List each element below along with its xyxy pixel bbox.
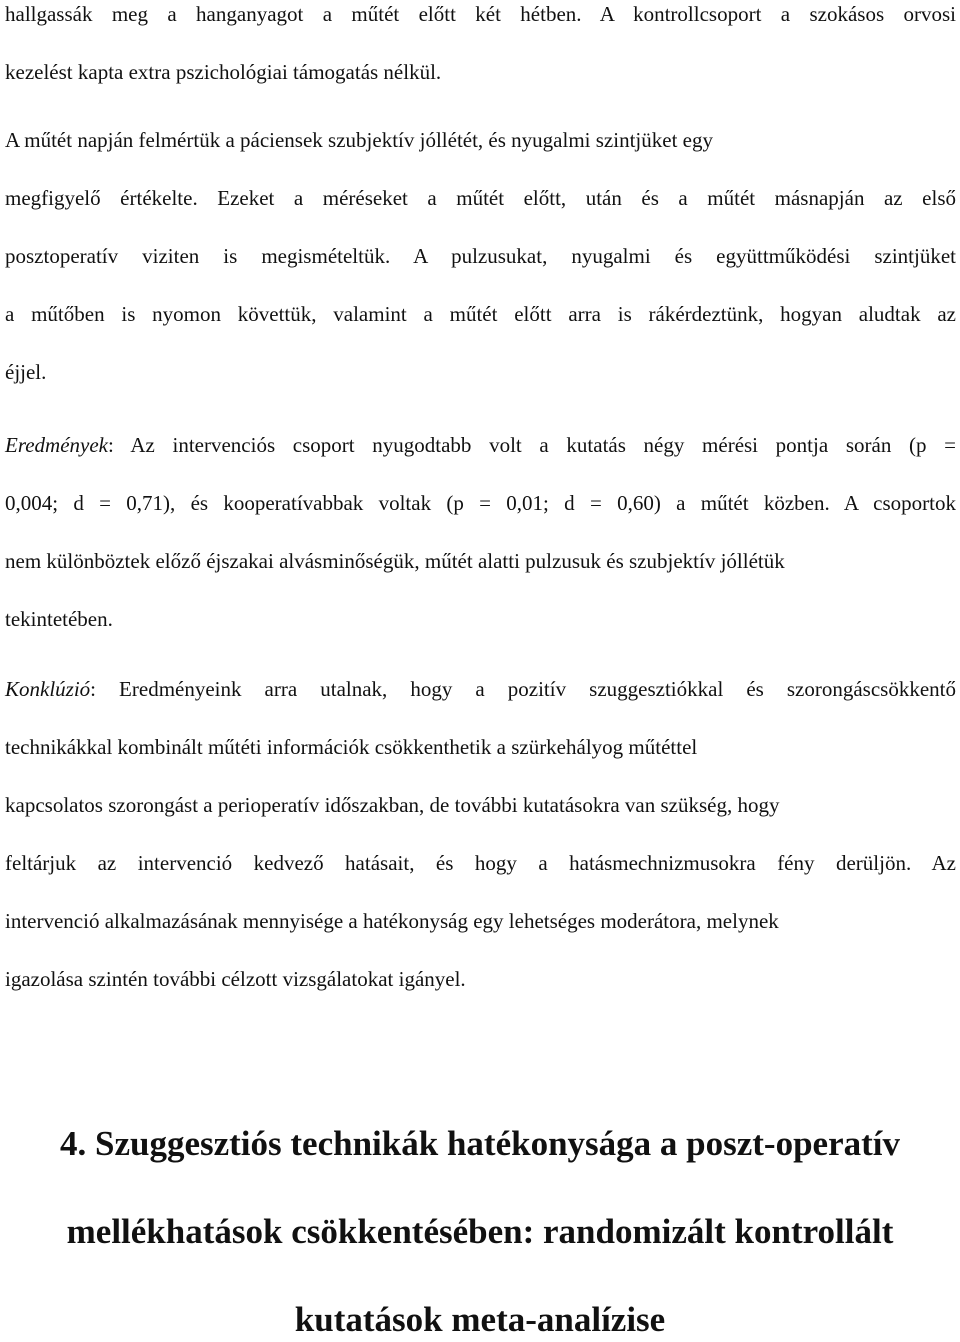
- conclusion-line-1: [5, 677, 956, 701]
- results-line-1: [5, 433, 956, 457]
- conclusion-line-2: technikákkal kombinált műtéti információk csökkenthetik a szürkehályog műtéttel: [5, 735, 698, 759]
- paragraph-2-line-1: A műtét napján felmértük a páciensek szubjektív jóllétét, és nyugalmi szintjüket egy: [5, 128, 713, 152]
- section-heading-line-3: kutatások meta-analízise: [294, 1300, 666, 1339]
- paragraph-1-line-1: hallgassák meg a hanganyagot a műtét előtt két hétben. A kontrollcsoport a szokásos orvosi: [5, 2, 956, 26]
- results-line-1-text: : Az intervenciós csoport nyugodtabb volt a kutatás négy mérési pontja során (p =: [108, 433, 956, 457]
- conclusion-line-1-text: : Eredményeink arra utalnak, hogy a pozitív szuggesztiókkal és szorongáscsökkentő: [90, 677, 956, 701]
- results-line-4: tekintetében.: [5, 607, 113, 631]
- section-heading-line-2: mellékhatások csökkentésében: randomizált kontrollált: [66, 1212, 894, 1251]
- results-line-2: 0,004; d = 0,71), és kooperatívabbak voltak (p = 0,01; d = 0,60) a műtét közben. A csoportok: [5, 491, 956, 515]
- paragraph-2-line-4: a műtőben is nyomon követtük, valamint a műtét előtt arra is rákérdeztünk, hogyan aludtak az: [5, 302, 956, 326]
- paragraph-2-line-5: éjjel.: [5, 360, 47, 384]
- paragraph-2-line-3: posztoperatív viziten is megismételtük. A pulzusukat, nyugalmi és együttműködési szintjüket: [5, 244, 956, 268]
- conclusion-label: Konklúzió: [5, 677, 91, 701]
- paragraph-2-line-2: megfigyelő értékelte. Ezeket a méréseket a műtét előtt, után és a műtét másnapján az első: [5, 186, 956, 210]
- results-label: Eredmények: [5, 433, 108, 457]
- conclusion-line-4: feltárjuk az intervenció kedvező hatásait, és hogy a hatásmechnizmusokra fény derüljön. Az: [5, 851, 956, 875]
- conclusion-line-6: igazolása szintén további célzott vizsgálatokat igányel.: [5, 967, 466, 991]
- results-line-3: nem különböztek előző éjszakai alvásminőségük, műtét alatti pulzusuk és szubjektív jóllétük: [5, 549, 785, 573]
- section-heading-line-1: 4. Szuggesztiós technikák hatékonysága a poszt-operatív: [59, 1124, 901, 1163]
- paragraph-1-line-2: kezelést kapta extra pszichológiai támogatás nélkül.: [5, 60, 442, 84]
- conclusion-line-5: intervenció alkalmazásának mennyisége a hatékonyság egy lehetséges moderátora, melynek: [5, 909, 779, 933]
- conclusion-line-3: kapcsolatos szorongást a perioperatív időszakban, de további kutatásokra van szükség, hogy: [5, 793, 780, 817]
